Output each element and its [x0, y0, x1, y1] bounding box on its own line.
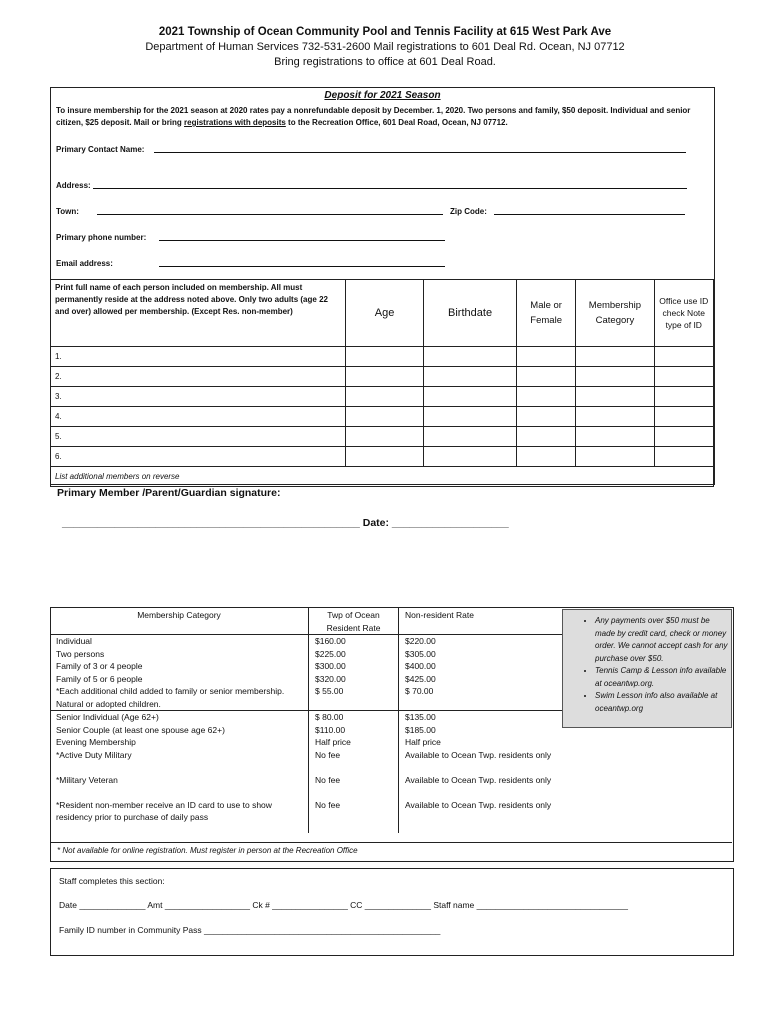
rate-category: Individual: [50, 635, 309, 648]
birthdate-cell[interactable]: [424, 427, 517, 447]
resident-rate: No fee: [309, 774, 399, 799]
age-cell[interactable]: [346, 347, 424, 367]
deposit-instructions: To insure membership for the 2021 season at 2020 rates pay a nonrefundable deposit by December. 1, 2020. Two persons and family, $50 deposit. Individual and senior citizen, $25 deposit. Mail or bring registrations with deposits to the Recreation Office, 601 Deal Road, Ocean, NJ 07712.: [56, 106, 691, 127]
nonresident-rate: Available to Ocean Twp. residents only: [405, 749, 552, 760]
birthdate-cell[interactable]: [424, 447, 517, 467]
member-row: [51, 447, 714, 467]
callout-item: • Swim Lesson info also available at oceantwp.org: [595, 690, 731, 715]
sex-cell[interactable]: [516, 407, 575, 427]
nonresident-rate: $220.00: [399, 635, 712, 648]
additional-members-note: List additional members on reverse: [51, 467, 714, 487]
deposit-title: Deposit for 2021 Season: [324, 90, 441, 101]
birthdate-column-header: Birthdate: [424, 280, 517, 347]
form-title: 2021 Township of Ocean Community Pool and Tennis Facility at 615 West Park Ave: [158, 26, 612, 38]
age-cell[interactable]: [346, 367, 424, 387]
office-cell: [654, 407, 713, 427]
sex-cell[interactable]: [516, 347, 575, 367]
resident-rate: No fee: [309, 749, 399, 774]
birthdate-cell[interactable]: [424, 347, 517, 367]
nonresident-rate: $185.00: [405, 724, 436, 735]
rates-footer-divider: [50, 842, 732, 843]
town-label: Town:: [56, 207, 79, 216]
rates-nonresident-header: Non-resident Rate: [405, 610, 474, 620]
member-number: 5.: [51, 427, 346, 447]
nonresident-rate: $400.00: [405, 661, 436, 671]
primary-contact-field[interactable]: [154, 144, 686, 153]
staff-section-title: Staff completes this section:: [59, 876, 165, 886]
sex-column-header: Male or Female: [516, 280, 575, 347]
resident-rate: No fee: [309, 799, 399, 833]
signature-date-line[interactable]: ___________________________________________________ Date: ____________________: [62, 517, 509, 529]
nonresident-rate: Available to Ocean Twp. residents only: [405, 799, 552, 810]
resident-rate: $300.00: [309, 660, 399, 673]
age-column-header: Age: [346, 280, 424, 347]
signature-label: Primary Member /Parent/Guardian signature:: [57, 487, 281, 499]
callout-item: • Tennis Camp & Lesson info available at oceantwp.org.: [595, 665, 731, 690]
payment-info-callout: [562, 609, 732, 728]
rate-category: Senior Individual (Age 62+): [50, 711, 309, 724]
resident-rate: $ 55.00: [309, 685, 399, 711]
rate-row: [50, 736, 711, 749]
rate-category: Family of 3 or 4 people: [50, 660, 309, 673]
age-cell[interactable]: [346, 407, 424, 427]
resident-rate: $110.00: [309, 724, 399, 737]
address-label: Address:: [56, 181, 91, 190]
staff-payment-line[interactable]: Date ______________ Amt __________________ Ck # ________________ CC ______________ Staff name ________________________________: [59, 900, 628, 910]
name-column-header: Print full name of each person included on membership. All must permanently reside at the address noted above. Only two adults (age 22 and over) allowed per membership. (Except Res. non-member): [51, 280, 346, 347]
zip-field[interactable]: [494, 206, 685, 215]
resident-rate: $160.00: [309, 635, 399, 648]
rate-row: [50, 799, 711, 833]
office-info: Bring registrations to office at 601 Deal Road.: [274, 56, 496, 68]
category-cell[interactable]: [576, 387, 654, 407]
member-number: 2.: [51, 367, 346, 387]
email-label: Email address:: [56, 259, 113, 268]
town-field[interactable]: [97, 206, 443, 215]
category-cell[interactable]: [576, 367, 654, 387]
rate-category: *Active Duty Military: [50, 749, 309, 774]
member-number: 4.: [51, 407, 346, 427]
nonresident-rate: $ 70.00: [405, 686, 434, 696]
zip-label: Zip Code:: [450, 207, 487, 216]
member-number: 1.: [51, 347, 346, 367]
primary-contact-label: Primary Contact Name:: [56, 145, 145, 154]
office-cell: [654, 427, 713, 447]
age-cell[interactable]: [346, 427, 424, 447]
rate-category: Family of 5 or 6 people: [50, 673, 309, 686]
rate-row: [50, 749, 711, 774]
rate-category: *Each additional child added to family or senior membership. Natural or adopted children.: [50, 685, 309, 711]
member-row: [51, 367, 714, 387]
member-number: 3.: [51, 387, 346, 407]
rate-category: Evening Membership: [50, 736, 309, 749]
rates-category-header: Membership Category: [50, 607, 309, 635]
birthdate-cell[interactable]: [424, 387, 517, 407]
callout-item: • Any payments over $50 must be made by credit card, check or money order. We cannot accept cash for any purchase over $50.: [595, 615, 731, 665]
address-field[interactable]: [93, 180, 687, 189]
resident-rate: $225.00: [309, 648, 399, 661]
age-cell[interactable]: [346, 447, 424, 467]
member-number: 6.: [51, 447, 346, 467]
member-row: [51, 347, 714, 367]
office-cell: [654, 367, 713, 387]
category-cell[interactable]: [576, 447, 654, 467]
birthdate-cell[interactable]: [424, 367, 517, 387]
member-row: [51, 387, 714, 407]
phone-label: Primary phone number:: [56, 233, 147, 242]
category-column-header: Membership Category: [576, 280, 654, 347]
registrations-link: registrations with deposits: [184, 118, 286, 127]
nonresident-rate: Half price: [405, 737, 441, 747]
office-cell: [654, 347, 713, 367]
sex-cell[interactable]: [516, 367, 575, 387]
staff-section: [50, 868, 734, 956]
category-cell[interactable]: [576, 347, 654, 367]
rates-footnote: * Not available for online registration. Must register in person at the Recreation Office: [57, 846, 358, 855]
sex-cell[interactable]: [516, 387, 575, 407]
sex-cell[interactable]: [516, 427, 575, 447]
office-cell: [654, 387, 713, 407]
rate-category: Two persons: [50, 648, 309, 661]
resident-rate: $ 80.00: [309, 711, 399, 724]
sex-cell[interactable]: [516, 447, 575, 467]
nonresident-rate: Available to Ocean Twp. residents only: [405, 774, 552, 785]
rate-category: *Resident non-member receive an ID card to use to show residency prior to purchase of daily pass: [50, 799, 309, 833]
family-id-line[interactable]: Family ID number in Community Pass __________________________________________________: [59, 925, 441, 935]
age-cell[interactable]: [346, 387, 424, 407]
member-row: [51, 427, 714, 447]
resident-rate: $320.00: [309, 673, 399, 686]
email-field[interactable]: [159, 258, 445, 267]
birthdate-cell[interactable]: [424, 407, 517, 427]
phone-field[interactable]: [159, 232, 445, 241]
nonresident-rate: $305.00: [405, 648, 436, 659]
nonresident-rate: $135.00: [399, 711, 712, 724]
resident-rate: Half price: [309, 736, 399, 749]
rates-resident-header: Twp of Ocean Resident Rate: [309, 607, 399, 635]
department-info: Department of Human Services 732-531-2600 Mail registrations to 601 Deal Rd. Ocean, NJ 07712: [145, 41, 625, 53]
nonresident-rate: $425.00: [405, 673, 436, 684]
rate-row: [50, 774, 711, 799]
office-cell: [654, 447, 713, 467]
category-cell[interactable]: [576, 407, 654, 427]
office-use-column-header: Office use ID check Note type of ID: [654, 280, 713, 347]
members-table: [50, 279, 714, 487]
member-row: [51, 407, 714, 427]
category-cell[interactable]: [576, 427, 654, 447]
rate-category: *Military Veteran: [50, 774, 309, 799]
rate-category: Senior Couple (at least one spouse age 62+): [50, 724, 309, 737]
